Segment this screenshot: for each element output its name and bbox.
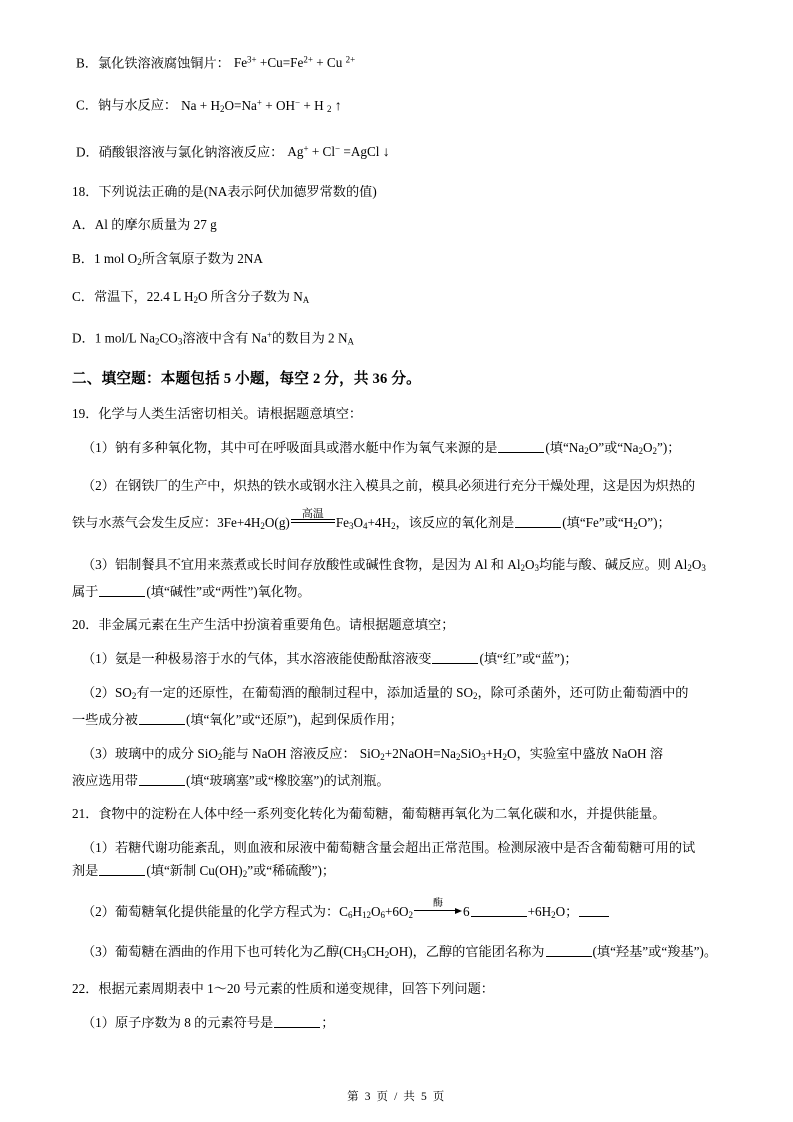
q21-eq-right: $+6H_2O$； bbox=[527, 903, 579, 920]
q18-option-d-text3: 溶液中含有 Na bbox=[182, 329, 267, 345]
arrow-shaft-icon bbox=[414, 910, 456, 911]
q20-p3-text-a: （3）玻璃中的成分 SiO bbox=[82, 746, 218, 762]
q21-p1-text-b: 剂是 bbox=[72, 863, 99, 879]
q22-part-1 bbox=[82, 1013, 739, 1032]
q18-option-c bbox=[72, 288, 739, 309]
question-21-stem bbox=[72, 805, 739, 822]
q20-p3-text-b: 能与 NaOH 溶液反应： bbox=[222, 746, 356, 762]
so2-sub: 2 bbox=[131, 691, 137, 702]
q19-p1-text-d: O bbox=[642, 440, 653, 456]
ch2-sub: 2 bbox=[384, 950, 390, 960]
q21-p3-text-a: （3）葡萄糖在酒曲的作用下也可转化为乙醇(CH bbox=[82, 943, 362, 959]
q19-p3-text-b: O bbox=[524, 556, 535, 572]
q19-part-1 bbox=[82, 438, 739, 461]
q18-option-d bbox=[72, 327, 739, 351]
equation-agcl: Ag+ + Cl− =AgCl ↓ bbox=[287, 143, 390, 161]
answer-blank[interactable] bbox=[139, 773, 185, 786]
option-d-text: 硝酸银溶液与氯化钠溶液反应： bbox=[98, 144, 284, 160]
ch3-sub: 3 bbox=[361, 950, 367, 960]
q19-part-2-line1: （2）在钢铁厂的生产中，炽热的铁水或钢水注入模具之前，模具必须进行充分干燥处理，这是因为炽热的 bbox=[82, 478, 696, 494]
answer-blank[interactable] bbox=[99, 584, 145, 597]
sio2-sub: 2 bbox=[217, 752, 223, 763]
q19-p3-text-a: （3）铝制餐具不宜用来蒸煮或长时间存放酸性或碱性食物，是因为 Al 和 Al bbox=[82, 556, 521, 572]
option-b-q17 bbox=[76, 52, 739, 71]
option-c-text: 钠与水反应： bbox=[97, 97, 178, 113]
q18-option-c-text2: O 所含分子数为 N bbox=[197, 289, 303, 305]
equation-fe-cu: $Fe^{3+} +Cu=Fe^{2+} + Cu$ $^{2+}$ bbox=[233, 55, 356, 71]
question-20-number: 20． bbox=[72, 616, 99, 632]
q19-p2-text-c: ，该反应的氧化剂是 bbox=[395, 515, 515, 531]
question-21-text: 食物中的淀粉在人体中经一系列变化转化为葡萄糖，葡萄糖再氧化为二氧化碳和水，并提供能量。 bbox=[98, 806, 666, 822]
q18-option-c-label: C． bbox=[72, 289, 94, 305]
q21-part-1-line1: （1）若糖代谢功能紊乱，则血液和尿液中葡萄糖含量会超出正常范围。检测尿液中是否含葡萄糖可用的试 bbox=[82, 840, 696, 856]
question-22-text: 根据元素周期表中 1～20 号元素的性质和递变规律，回答下列问题： bbox=[98, 981, 494, 996]
na2o2-sub2: 2 bbox=[652, 446, 657, 457]
o2-subscript: 2 bbox=[137, 257, 142, 268]
q19-part-3 bbox=[82, 555, 739, 578]
arrow-head-icon bbox=[455, 908, 462, 914]
q20-p2-text-b: 有一定的还原性，在葡萄酒的酿制过程中，添加适量的 SO bbox=[136, 684, 473, 700]
q19-p3-text-f: (填“碱性”或“两性”)氧化物。 bbox=[146, 583, 311, 599]
eq-right: Fe bbox=[335, 515, 349, 531]
q21-p2-text-a: （2）葡萄糖氧化提供能量的化学方程式为： bbox=[82, 903, 340, 919]
question-20-stem bbox=[72, 616, 739, 633]
o4-sub: 4 bbox=[363, 521, 368, 532]
q21-p1-text-c: (填“新制 Cu(OH) bbox=[146, 863, 243, 879]
question-22-stem bbox=[72, 980, 739, 997]
question-22-number: 22． bbox=[72, 981, 99, 996]
q20-part-2-line2 bbox=[72, 710, 739, 729]
question-19-stem bbox=[72, 405, 739, 422]
q19-p3-text-d: O bbox=[691, 556, 702, 572]
o3-sub-2: 3 bbox=[701, 562, 706, 573]
equation-glucose-oxidation: $C_6H_{12}O_6+6O_2$ bbox=[339, 903, 413, 920]
q22-p1-text-a: （1）原子序数为 8 的元素符号是 bbox=[82, 1015, 274, 1030]
question-19-number: 19． bbox=[72, 406, 99, 422]
cuoh2-sub: 2 bbox=[242, 869, 248, 880]
q20-p2-text-c: ，除可杀菌外，还可防止葡萄酒中的 bbox=[477, 684, 689, 700]
enzyme-condition-label: 酶 bbox=[433, 897, 443, 909]
q18-option-b bbox=[72, 250, 739, 271]
eq-left3: (g) bbox=[274, 515, 290, 531]
q19-part-3-line2 bbox=[72, 582, 739, 601]
q20-p2-text-a: （2）SO bbox=[82, 684, 132, 700]
page-footer: 第 3 页 / 共 5 页 bbox=[347, 1091, 446, 1103]
q18-option-d-text1: 1 mol/L Na bbox=[94, 329, 156, 345]
q20-part-1 bbox=[82, 649, 739, 668]
q18-option-d-text4: 的数目为 2 N bbox=[272, 329, 348, 345]
co3-subscript: 3 bbox=[177, 336, 183, 347]
question-18-number: 18． bbox=[72, 184, 99, 200]
q21-part-3 bbox=[82, 942, 739, 965]
q21-p1-text-d: ”或“稀硫酸”)； bbox=[247, 863, 336, 879]
eq-right2: O bbox=[353, 515, 364, 531]
q21-p3-text-d: (填“羟基”或“羧基”)。 bbox=[592, 943, 718, 959]
equation-fe-steam bbox=[217, 508, 396, 532]
section-two-title: 二、填空题：本题包括 5 小题，每空 2 分，共 36 分。 bbox=[72, 371, 421, 388]
option-d-label: D． bbox=[76, 144, 99, 160]
q20-p1-text-a: （1）氨是一种极易溶于水的气体，其水溶液能使酚酞溶液变 bbox=[82, 650, 432, 666]
precipitate-arrow-icon: ↓ bbox=[382, 145, 390, 161]
na-subscript: A bbox=[302, 295, 310, 306]
equation-sio2-naoh: $SiO_2+2NaOH=Na_2SiO_3+H_2O$ bbox=[359, 746, 517, 763]
q20-p3-text-c: ，实验室中盛放 NaOH 溶 bbox=[516, 746, 664, 762]
q21-p3-text-b: CH bbox=[366, 943, 385, 959]
fe3-sub: 3 bbox=[349, 521, 354, 532]
q19-p3-text-c: 均能与酸、碱反应。则 Al bbox=[538, 556, 688, 572]
equation-na-water: $Na + H_2O=Na^+ + OH^- + H$ $_2$ ↑ bbox=[181, 97, 342, 114]
q20-part-2-line1 bbox=[82, 683, 739, 706]
reaction-condition-bar bbox=[291, 508, 335, 527]
q18-option-a bbox=[72, 216, 739, 233]
h2o-subscript: 2 bbox=[193, 295, 198, 306]
option-b-text: 氯化铁溶液腐蚀铜片： bbox=[97, 55, 230, 71]
answer-blank[interactable] bbox=[99, 863, 145, 876]
q18-option-a-label: A． bbox=[72, 217, 95, 233]
h2-sub: 2 bbox=[391, 521, 396, 532]
question-21-number: 21． bbox=[72, 806, 99, 822]
answer-blank[interactable] bbox=[471, 904, 527, 917]
eq-right3: +4H bbox=[367, 515, 392, 531]
question-20-text: 非金属元素在生产生活中扮演着重要角色。请根据题意填空； bbox=[98, 616, 455, 632]
q21-p3-text-c: OH)，乙醇的官能团名称为 bbox=[389, 943, 545, 959]
option-c-label: C． bbox=[76, 97, 98, 113]
q21-part-1-line2 bbox=[72, 861, 739, 884]
na2-subscript: 2 bbox=[155, 336, 160, 347]
option-b-label: B． bbox=[76, 55, 98, 71]
q18-option-c-text1: 常温下，22.4 L H bbox=[93, 289, 194, 305]
q19-part-2-line2 bbox=[72, 510, 739, 539]
al2-sub-2: 2 bbox=[687, 562, 692, 573]
q19-p1-text-c: O”或“Na bbox=[588, 440, 639, 456]
q19-p2-text-d: (填“Fe”或“H bbox=[562, 515, 634, 531]
condition-label: 高温 bbox=[301, 508, 324, 521]
q18-option-b-label: B． bbox=[72, 251, 94, 267]
eq-left2: O bbox=[264, 515, 275, 531]
q18-option-d-label: D． bbox=[72, 329, 95, 345]
q18-option-a-text: Al 的摩尔质量为 27 g bbox=[94, 217, 217, 233]
question-18-text: 下列说法正确的是(NA表示阿伏加德罗常数的值) bbox=[98, 184, 377, 200]
q20-p3-text-e: (填“玻璃塞”或“橡胶塞”)的试剂瓶。 bbox=[185, 773, 390, 789]
answer-blank[interactable] bbox=[515, 515, 561, 528]
q21-eq-mid: 6 bbox=[463, 903, 470, 919]
q19-p2-text-b: 铁与水蒸气会发生反应： bbox=[72, 515, 218, 531]
answer-blank[interactable] bbox=[498, 440, 544, 453]
answer-blank[interactable] bbox=[579, 904, 609, 917]
answer-blank[interactable] bbox=[274, 1015, 320, 1028]
so2-sub-2: 2 bbox=[472, 691, 478, 702]
answer-blank[interactable] bbox=[546, 944, 592, 957]
q19-p1-text-a: （1）钠有多种氧化物，其中可在呼吸面具或潜水艇中作为氧气来源的是 bbox=[82, 440, 498, 456]
q20-part-3-line2 bbox=[72, 771, 739, 790]
eq-left: 3Fe+4H bbox=[217, 515, 261, 531]
enzyme-reaction-arrow bbox=[414, 897, 462, 915]
na-plus-sup: + bbox=[266, 329, 273, 340]
q20-part-3-line1 bbox=[82, 744, 739, 767]
q21-part-2 bbox=[82, 897, 739, 927]
gas-arrow-icon: ↑ bbox=[334, 98, 342, 114]
q19-p2-text-e: O”)； bbox=[637, 515, 671, 531]
answer-blank[interactable] bbox=[139, 712, 185, 725]
answer-blank[interactable] bbox=[432, 651, 478, 664]
q19-p1-text-b: (填“Na bbox=[545, 440, 585, 456]
h2o-sub2: 2 bbox=[633, 521, 638, 532]
na2o2-sub1: 2 bbox=[638, 446, 643, 457]
option-d-q17 bbox=[76, 141, 739, 160]
q22-p1-text-b: ； bbox=[321, 1015, 335, 1030]
option-c-q17 bbox=[76, 94, 739, 118]
question-18-stem bbox=[72, 183, 739, 200]
q20-p3-text-d: 液应选用带 bbox=[72, 773, 138, 789]
q20-p2-text-e: (填“氧化”或“还原”)，起到保质作用； bbox=[185, 712, 403, 728]
q18-option-d-text2: CO bbox=[159, 329, 178, 345]
na2o-sub1: 2 bbox=[584, 446, 589, 457]
al2-sub: 2 bbox=[520, 562, 525, 573]
o3-sub: 3 bbox=[534, 562, 539, 573]
h2o-sub: 2 bbox=[260, 521, 265, 532]
q20-p1-text-b: (填“红”或“蓝”)； bbox=[479, 650, 578, 666]
q18-option-b-text2: 所含氧原子数为 2NA bbox=[141, 251, 263, 267]
q18-option-b-text1: 1 mol O bbox=[93, 251, 138, 267]
na-a-subscript: A bbox=[347, 336, 354, 347]
q19-p1-text-e: ”)； bbox=[657, 440, 681, 456]
reaction-bar-icon bbox=[291, 519, 335, 523]
question-19-text: 化学与人类生活密切相关。请根据题意填空： bbox=[98, 406, 363, 422]
q19-p3-text-e: 属于 bbox=[72, 583, 99, 599]
q20-p2-text-d: 一些成分被 bbox=[72, 712, 138, 728]
